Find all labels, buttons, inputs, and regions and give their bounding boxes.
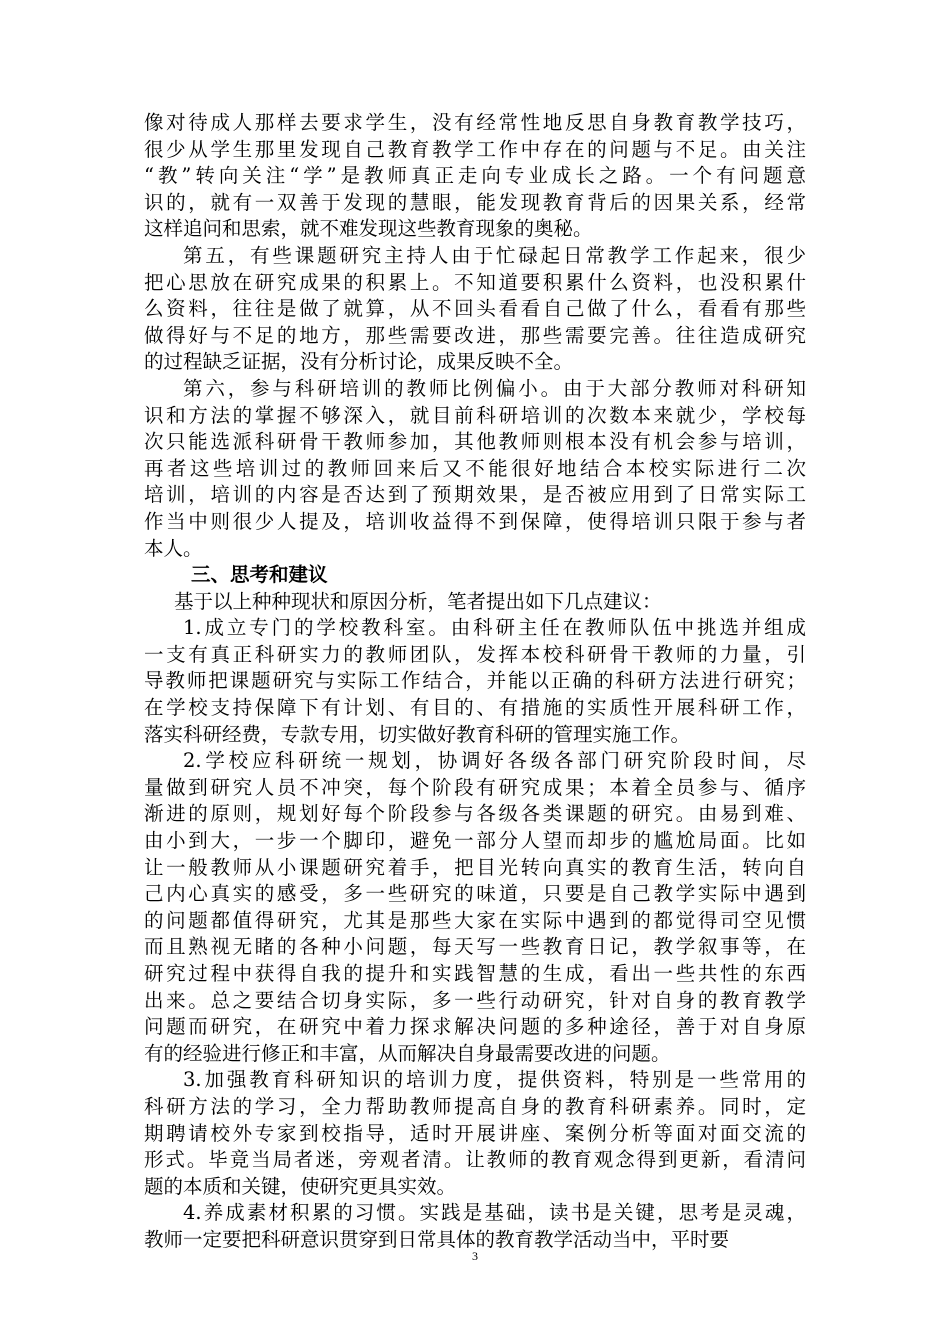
text-line: 问题而研究，在研究中着力探求解决问题的多种途径，善于对自身原 <box>144 1015 806 1039</box>
text-line: 在学校支持保障下有计划、有目的、有措施的实质性开展科研工作， <box>144 696 806 720</box>
text-line: 出来。总之要结合切身实际，多一些行动研究，针对自身的教育教学 <box>144 988 806 1012</box>
text-line: 基于以上种种现状和原因分析，笔者提出如下几点建议： <box>174 589 662 613</box>
text-line: 落实科研经费，专款专用，切实做好教育科研的管理实施工作。 <box>144 722 691 746</box>
text-line: 这样追问和思索，就不难发现这些教育现象的奥秘。 <box>144 217 593 241</box>
text-line: 识的，就有一双善于发现的慧眼，能发现教育背后的因果关系，经常 <box>144 190 806 214</box>
text-line: 期聘请校外专家到校指导，适时开展讲座、案例分析等面对面交流的 <box>144 1121 806 1145</box>
page-number: 3 <box>472 1249 478 1263</box>
text-line: 的过程缺乏证据，没有分析讨论，成果反映不全。 <box>144 350 574 374</box>
paragraph <box>144 1200 806 1253</box>
text-line: 让一般教师从小课题研究着手，把目光转向真实的教育生活，转向自 <box>144 855 806 879</box>
text-line: 第五，有些课题研究主持人由于忙碌起日常教学工作起来，很少 <box>183 243 806 267</box>
text-line: 科研方法的学习，全力帮助教师提高自身的教育科研素养。同时，定 <box>144 1094 806 1118</box>
text-line: “教”转向关注“学”是教师真正走向专业成长之路。一个有问题意 <box>144 164 806 188</box>
text-line: 教师一定要把科研意识贯穿到日常具体的教育教学活动当中，平时要 <box>144 1227 730 1251</box>
paragraph <box>144 589 806 616</box>
text-line: 本人。 <box>144 536 203 560</box>
text-line: 3.加强教育科研知识的培训力度，提供资料，特别是一些常用的 <box>183 1068 806 1092</box>
text-line: 像对待成人那样去要求学生，没有经常性地反思自身教育教学技巧， <box>144 111 806 134</box>
text-line: 形式。毕竟当局者迷，旁观者清。让教师的教育观念得到更新，看清问 <box>144 1148 806 1172</box>
paragraph <box>144 615 806 748</box>
text-line: 次只能选派科研骨干教师参加，其他教师则根本没有机会参与培训， <box>144 430 806 454</box>
text-line: 做得好与不足的地方，那些需要改进，那些需要完善。往往造成研究 <box>144 323 806 347</box>
text-line: 把心思放在研究成果的积累上。不知道要积累什么资料，也没积累什 <box>144 270 806 294</box>
paragraph <box>144 376 806 562</box>
text-line: 培训，培训的内容是否达到了预期效果，是否被应用到了日常实际工 <box>144 483 806 507</box>
paragraph <box>144 1067 806 1200</box>
text-line: 再者这些培训过的教师回来后又不能很好地结合本校实际进行二次 <box>144 456 806 480</box>
text-line: 第六，参与科研培训的教师比例偏小。由于大部分教师对科研知 <box>183 376 806 400</box>
text-line: 的问题都值得研究，尤其是那些大家在实际中遇到的都觉得司空见惯 <box>144 908 806 932</box>
text-line: 己内心真实的感受，多一些研究的味道，只要是自己教学实际中遇到 <box>144 882 806 906</box>
text-line: 由小到大，一步一个脚印，避免一部分人望而却步的尴尬局面。比如 <box>144 829 806 853</box>
text-line: 有的经验进行修正和丰富，从而解决自身最需要改进的问题。 <box>144 1041 671 1065</box>
text-line: 一支有真正科研实力的教师团队，发挥本校科研骨干教师的力量，引 <box>144 642 806 666</box>
text-line: 研究过程中获得自我的提升和实践智慧的生成，看出一些共性的东西 <box>144 962 806 985</box>
text-line: 作当中则很少人提及，培训收益得不到保障，使得培训只限于参与者 <box>144 509 806 533</box>
paragraph <box>144 748 806 1067</box>
text-line: 很少从学生那里发现自己教育教学工作中存在的问题与不足。由关注 <box>144 137 806 161</box>
paragraph <box>144 110 806 243</box>
text-line: 渐进的原则，规划好每个阶段参与各级各类课题的研究。由易到难、 <box>144 802 806 826</box>
text-line: 题的本质和关键，使研究更具实效。 <box>144 1174 457 1198</box>
text-line: 1.成立专门的学校教科室。由科研主任在教师队伍中挑选并组成 <box>183 616 806 640</box>
paragraph <box>144 243 806 376</box>
text-line: 2.学校应科研统一规划，协调好各级各部门研究阶段时间，尽 <box>183 749 806 773</box>
text-line: 量做到研究人员不冲突，每个阶段有研究成果；本着全员参与、循序 <box>144 775 806 799</box>
text-line: 识和方法的掌握不够深入，就目前科研培训的次数本来就少，学校每 <box>144 403 806 427</box>
text-line: 而且熟视无睹的各种小问题，每天写一些教育日记，教学叙事等，在 <box>144 935 806 959</box>
section-heading: 三、思考和建议 <box>191 563 328 587</box>
text-line: 4.养成素材积累的习惯。实践是基础，读书是关键，思考是灵魂， <box>183 1201 806 1225</box>
text-line: 导教师把课题研究与实际工作结合，并能以正确的科研方法进行研究； <box>144 669 806 693</box>
text-line: 么资料，往往是做了就算，从不回头看看自己做了什么，看看有那些 <box>144 297 806 321</box>
document-body <box>144 110 806 1254</box>
